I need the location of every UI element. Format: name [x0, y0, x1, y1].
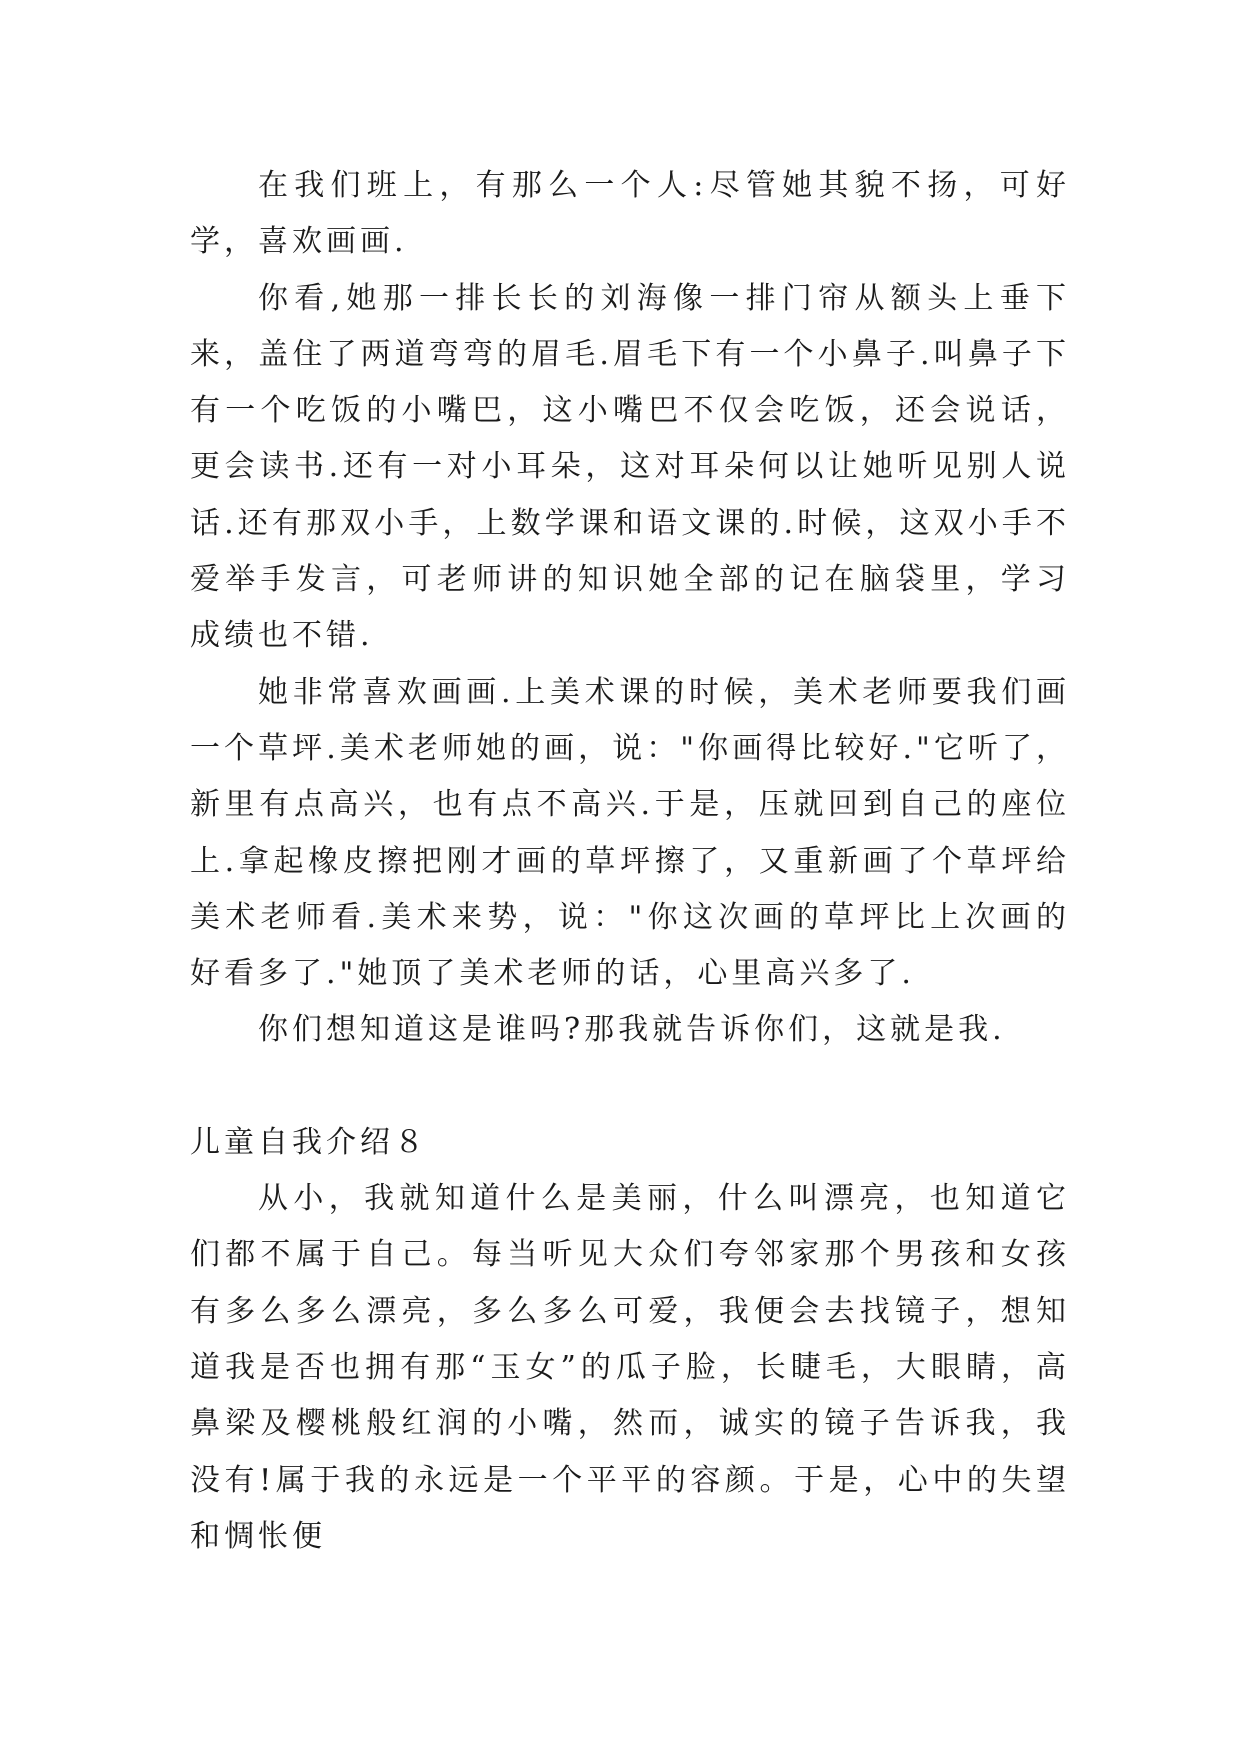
section-heading: 儿童自我介绍８ — [190, 1124, 428, 1160]
paragraph-reveal: 你们想知道这是谁吗?那我就告诉你们，这就是我. — [258, 1012, 1006, 1048]
paragraph-appearance: 你看,她那一排长长的刘海像一排门帘从额头上垂下来，盖住了两道弯弯的眉毛.眉毛下有一个小鼻子.叫鼻子下有一个吃饭的小嘴巴，这小嘴巴不仅会吃饭，还会说话，更会读书.还有一对小耳朵，这对耳朵何以让她听见别人说话.还有那双小手，上数学课和语文课的.时候，这双小手不爱举手发言，可老师讲的知识她全部的记在脑袋里，学习成绩也不错. — [190, 280, 1070, 654]
document-body — [190, 158, 1070, 1565]
paragraph-intro: 在我们班上，有那么一个人:尽管她其貌不扬，可好学，喜欢画画. — [190, 168, 1070, 260]
paragraph-beauty: 从小，我就知道什么是美丽，什么叫漂亮，也知道它们都不属于自己。每当听见大众们夸邻家那个男孩和女孩有多么多么漂亮，多么多么可爱，我便会去找镜子，想知道我是否也拥有那“玉女”的瓜子脸，长睫毛，大眼睛，高鼻梁及樱桃般红润的小嘴，然而，诚实的镜子告诉我，我没有!属于我的永远是一个平平的容颜。于是，心中的失望和惆怅便 — [190, 1181, 1070, 1554]
paragraph-drawing: 她非常喜欢画画.上美术课的时候，美术老师要我们画一个草坪.美术老师她的画，说："你画得比较好."它听了，新里有点高兴，也有点不高兴.于是，压就回到自己的座位上.拿起橡皮擦把刚才画的草坪擦了，又重新画了个草坪给美术老师看.美术来势，说："你这次画的草坪比上次画的好看多了."她顶了美术老师的话，心里高兴多了. — [190, 674, 1070, 992]
